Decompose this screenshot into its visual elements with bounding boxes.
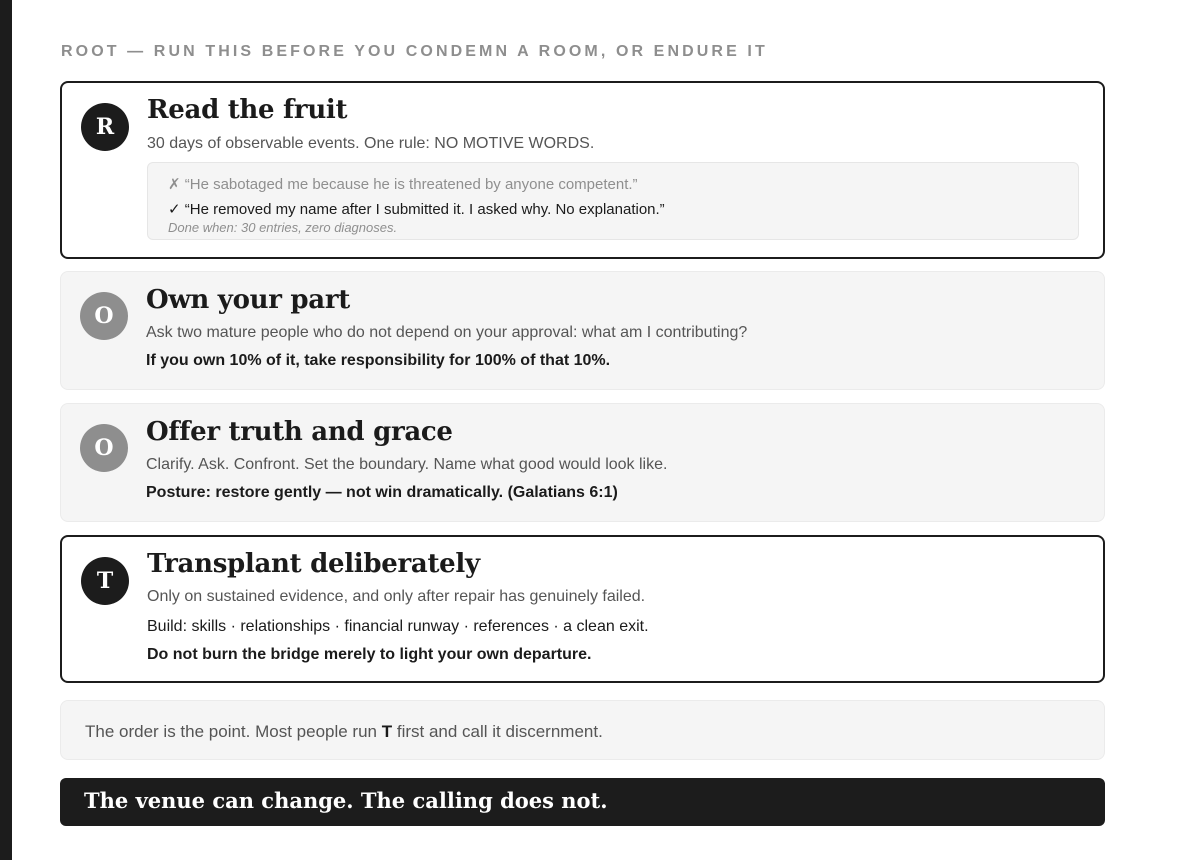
step-card-own-your-part — [60, 271, 1105, 390]
good-example-text: “He removed my name after I submitted it. I asked why. No explanation.” — [184, 201, 665, 218]
step-subtitle: Ask two mature people who do not depend on your approval: what am I contributing? — [146, 324, 748, 341]
step-title: Own your part — [146, 285, 350, 315]
step-letter-badge: O — [80, 424, 128, 472]
note-text-after: first and call it discernment. — [392, 722, 603, 741]
section-eyebrow: ROOT — RUN THIS BEFORE YOU CONDEMN A ROOM, OR ENDURE IT — [61, 43, 768, 60]
step-letter-badge: R — [81, 103, 129, 151]
step-emphasis: Do not burn the bridge merely to light your own departure. — [147, 646, 592, 663]
cross-icon: ✗ — [168, 176, 181, 193]
step-title: Transplant deliberately — [147, 549, 480, 579]
done-criterion: Done when: 30 entries, zero diagnoses. — [168, 220, 398, 235]
order-note-text — [85, 722, 603, 742]
note-text-strong: T — [381, 722, 393, 741]
step-letter-badge: O — [80, 292, 128, 340]
good-example — [168, 200, 665, 218]
step-card-transplant-deliberately — [60, 535, 1105, 683]
example-box — [147, 162, 1079, 240]
step-build-list: Build: skills · relationships · financial runway · references · a clean exit. — [147, 618, 649, 635]
step-subtitle: Only on sustained evidence, and only after repair has genuinely failed. — [147, 588, 646, 605]
banner-text: The venue can change. The calling does not. — [84, 788, 608, 813]
step-card-read-the-fruit — [60, 81, 1105, 259]
order-note — [60, 700, 1105, 760]
left-edge-bar — [0, 0, 12, 860]
step-title: Read the fruit — [147, 95, 348, 125]
check-icon: ✓ — [168, 201, 181, 218]
step-subtitle: Clarify. Ask. Confront. Set the boundary. Name what good would look like. — [146, 456, 668, 473]
bad-example — [168, 175, 638, 193]
step-title: Offer truth and grace — [146, 417, 453, 447]
step-card-offer-truth-and-grace — [60, 403, 1105, 522]
closing-banner — [60, 778, 1105, 826]
bad-example-text: “He sabotaged me because he is threatened by anyone competent.” — [184, 176, 638, 193]
step-emphasis: If you own 10% of it, take responsibility for 100% of that 10%. — [146, 352, 611, 369]
step-subtitle: 30 days of observable events. One rule: NO MOTIVE WORDS. — [147, 135, 595, 152]
step-emphasis: Posture: restore gently — not win dramatically. (Galatians 6:1) — [146, 484, 618, 501]
note-text-before: The order is the point. Most people run — [85, 722, 382, 741]
step-letter-badge: T — [81, 557, 129, 605]
